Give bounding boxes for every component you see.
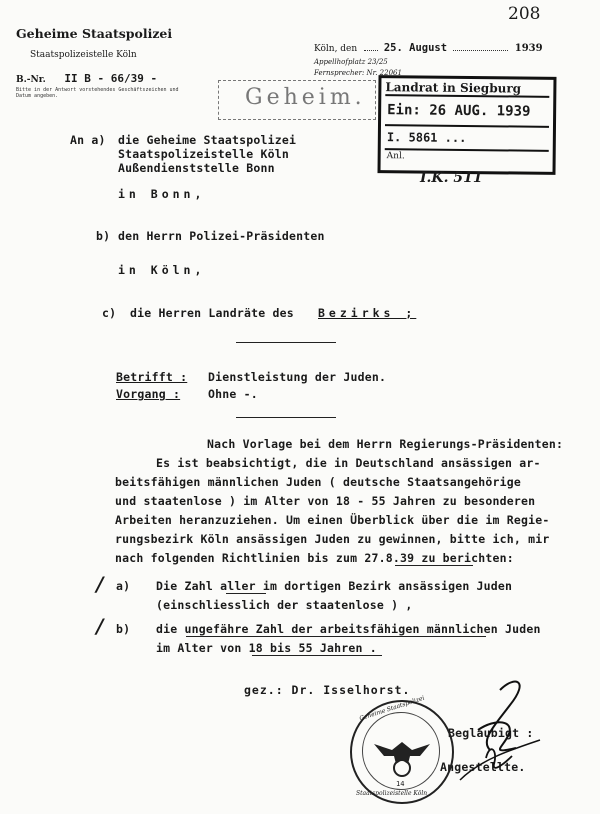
body-line-2: Es ist beabsichtigt, die in Deutschland ansässigen ar-: [156, 456, 541, 470]
margin-mark-a: /: [96, 572, 104, 596]
receipt-stamp-number: I. 5861 ...: [386, 130, 467, 145]
recipient-c-line1: die Herren Landräte des: [130, 306, 294, 320]
receipt-stamp-extra: Anl.: [386, 151, 405, 162]
reference-value: Ohne -.: [208, 387, 258, 401]
item-a-label: a): [116, 579, 131, 593]
item-a-underline: [226, 593, 266, 594]
geheim-stamp: [218, 80, 376, 120]
letterhead-agency: Geheime Staatspolizei: [16, 26, 173, 41]
recipient-b-line1: den Herrn Polizei-Präsidenten: [118, 229, 325, 243]
item-b-underline-2: [252, 655, 382, 656]
item-a-line2: (einschliesslich der staatenlose ) ,: [156, 598, 413, 612]
date-phone: Fernsprecher: Nr. 22061: [314, 69, 402, 77]
geheim-stamp-text: Geheim.: [245, 85, 366, 110]
seal-number: 14: [396, 780, 405, 788]
signature-text: gez.: Dr. Isselhorst.: [244, 683, 411, 697]
official-seal: [350, 694, 454, 804]
recipient-a-city: in Bonn,: [118, 187, 206, 201]
body-line-5: Arbeiten heranzuziehen. Um einen Überblick über die im Regie-: [115, 513, 550, 527]
recipient-c-emphasis: Bezirks ;: [318, 306, 417, 320]
handwritten-number: I.K. 511: [420, 170, 483, 186]
letterhead-office: Staatspolizeistelle Köln: [30, 50, 137, 60]
date-month: August: [409, 42, 448, 54]
date-place: Köln, den: [314, 44, 358, 54]
signature-line: [244, 683, 410, 697]
seal-bottom-text: Staatspolizeistelle Köln: [356, 790, 428, 797]
recipient-a-line3: Außendienststelle Bonn: [118, 161, 275, 175]
recipient-b-prefix: b): [96, 229, 111, 243]
seal-top-text: Geheime Staatspolizei: [358, 694, 426, 723]
item-b-underline: [186, 636, 486, 637]
item-b-line1: die ungefähre Zahl der arbeitsfähigen männlichen Juden: [156, 622, 541, 636]
item-b-line2: im Alter von 18 bis 55 Jahren .: [156, 641, 377, 655]
receipt-stamp: [377, 75, 556, 175]
beglaubigt-label: Beglaubigt :: [448, 726, 534, 740]
separator-rule-2: [236, 417, 336, 418]
recipient-c-prefix: c): [102, 306, 117, 320]
item-a-line1: Die Zahl aller im dortigen Bezirk ansässigen Juden: [156, 579, 513, 593]
receipt-stamp-date: Ein: 26 AUG. 1939: [387, 102, 531, 120]
body-line-7: nach folgenden Richtlinien bis zum 27.8.39 zu berichten:: [115, 551, 514, 565]
recipient-b-city: in Köln,: [118, 263, 206, 277]
date-line: [314, 42, 543, 54]
item-b-label: b): [116, 622, 131, 636]
body-line-6: rungsbezirk Köln ansässigen Juden zu gewinnen, bitte ich, mir: [115, 532, 550, 546]
margin-mark-b: /: [96, 614, 104, 638]
reference-note: Bitte in der Antwort vorstehendes Geschäftszeichen und Datum angeben.: [16, 87, 179, 99]
date-address: Appellhofplatz 23/25: [314, 58, 388, 66]
date-day: 25.: [383, 42, 403, 54]
recipient-a-line1: die Geheime Staatspolizei: [118, 133, 297, 147]
reference-label: B.-Nr.: [16, 75, 46, 85]
subject-value: Dienstleistung der Juden.: [208, 370, 387, 384]
recipient-a-line2: Staatspolizeistelle Köln: [118, 147, 289, 161]
receipt-stamp-office: Landrat in Siegburg: [385, 80, 549, 98]
reference-line: [16, 72, 157, 85]
subject-label-vorgang: Vorgang :: [116, 387, 181, 401]
body-line-1: Nach Vorlage bei dem Herrn Regierungs-Präsidenten:: [207, 437, 564, 451]
separator-rule: [236, 342, 336, 343]
reference-number: II B - 66/39 -: [64, 72, 158, 85]
deadline-underline: [395, 565, 473, 566]
angestellte-label: Angestellte.: [440, 760, 526, 774]
page-number: 208: [508, 4, 541, 24]
recipient-a-prefix: An a): [70, 133, 106, 147]
body-line-3: beitsfähigen männlichen Juden ( deutsche Staatsangehörige: [115, 475, 522, 489]
body-line-4: und staatenlose ) im Alter von 18 - 55 Jahren zu besonderen: [115, 494, 536, 508]
date-year: 1939: [514, 43, 543, 54]
subject-label-betrifft: Betrifft :: [116, 370, 188, 384]
